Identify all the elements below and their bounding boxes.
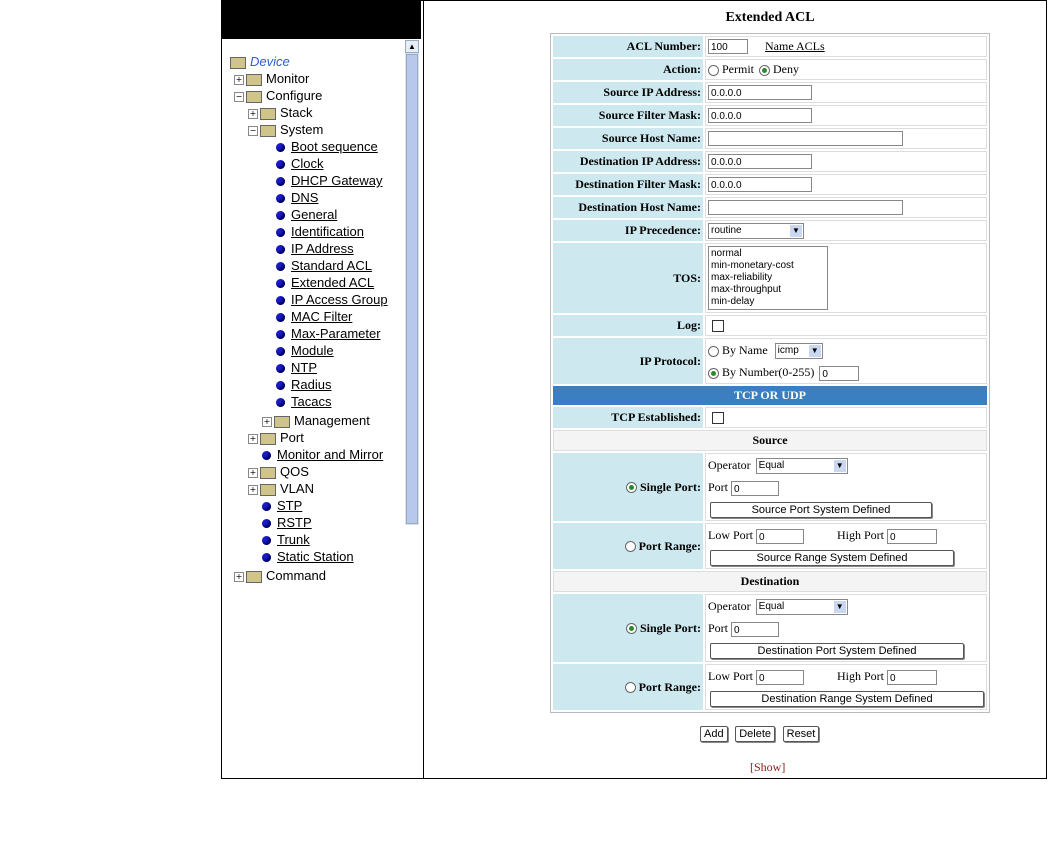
tree-item-configure[interactable]: − Configure bbox=[235, 88, 323, 103]
dest-host-label: Destination Host Name: bbox=[553, 197, 703, 218]
expand-icon[interactable]: + bbox=[263, 416, 271, 426]
source-single-port-cell: Single Port: bbox=[553, 453, 703, 521]
action-deny-radio[interactable] bbox=[759, 65, 770, 76]
nav-tree bbox=[228, 53, 403, 593]
dest-port-range-cell: Port Range: bbox=[553, 664, 703, 710]
tree-link-monitor-and-mirror[interactable]: Monitor and Mirror bbox=[262, 446, 383, 463]
protocol-label: IP Protocol: bbox=[553, 338, 703, 384]
tree-link-identification[interactable]: Identification bbox=[276, 223, 364, 240]
dest-low-port-input[interactable]: 0 bbox=[756, 670, 804, 685]
folder-icon bbox=[246, 74, 262, 86]
bullet-icon bbox=[276, 245, 285, 254]
bullet-icon bbox=[276, 228, 285, 237]
folder-icon bbox=[274, 416, 290, 428]
tree-link-dhcp-gateway[interactable]: DHCP Gateway bbox=[276, 172, 383, 189]
source-port-range-cell: Port Range: bbox=[553, 523, 703, 569]
dest-single-port-cell: Single Port: bbox=[553, 594, 703, 662]
dest-ip-label: Destination IP Address: bbox=[553, 151, 703, 172]
source-host-input[interactable] bbox=[708, 131, 903, 146]
tree-link-standard-acl[interactable]: Standard ACL bbox=[276, 257, 372, 274]
source-single-port-radio[interactable] bbox=[626, 482, 637, 493]
delete-button[interactable]: Delete bbox=[735, 726, 775, 742]
scrollbar-thumb[interactable] bbox=[406, 54, 418, 524]
tree-link-ntp[interactable]: NTP bbox=[276, 359, 317, 376]
name-acls-link[interactable]: Name ACLs bbox=[765, 38, 825, 53]
bullet-icon bbox=[262, 502, 271, 511]
bullet-icon bbox=[276, 279, 285, 288]
bullet-icon bbox=[276, 381, 285, 390]
show-link[interactable]: [Show] bbox=[750, 760, 786, 774]
folder-icon bbox=[260, 484, 276, 496]
tree-link-extended-acl[interactable]: Extended ACL bbox=[276, 274, 374, 291]
chevron-down-icon: ▼ bbox=[809, 345, 821, 357]
bullet-icon bbox=[276, 177, 285, 186]
acl-number-label: ACL Number: bbox=[553, 36, 703, 57]
dest-single-port-radio[interactable] bbox=[626, 623, 637, 634]
tos-label: TOS: bbox=[553, 243, 703, 313]
dest-port-range-radio[interactable] bbox=[625, 682, 636, 693]
bullet-icon bbox=[276, 313, 285, 322]
protocol-number-input[interactable]: 0 bbox=[819, 366, 859, 381]
header-banner bbox=[222, 1, 421, 39]
add-button[interactable]: Add bbox=[700, 726, 728, 742]
tree-link-ip-access-group[interactable]: IP Access Group bbox=[276, 291, 388, 308]
folder-icon bbox=[246, 571, 262, 583]
tos-option[interactable]: normal bbox=[711, 248, 742, 259]
bullet-icon bbox=[276, 262, 285, 271]
source-port-range-radio[interactable] bbox=[625, 541, 636, 552]
bullet-icon bbox=[262, 553, 271, 562]
dest-mask-label: Destination Filter Mask: bbox=[553, 174, 703, 195]
expand-icon[interactable]: + bbox=[235, 571, 243, 581]
action-label: Action: bbox=[553, 59, 703, 80]
tos-option[interactable]: max-reliability bbox=[711, 272, 773, 283]
source-port-input[interactable]: 0 bbox=[731, 481, 779, 496]
chevron-down-icon: ▼ bbox=[790, 225, 802, 237]
tree-item-monitor[interactable]: + Monitor bbox=[235, 71, 310, 86]
bullet-icon bbox=[262, 451, 271, 460]
chevron-down-icon: ▼ bbox=[834, 460, 846, 472]
tree-item-port[interactable]: + Port bbox=[249, 430, 304, 445]
tree-item-vlan[interactable]: + VLAN bbox=[249, 481, 314, 496]
expand-icon[interactable]: + bbox=[235, 74, 243, 84]
tree-item-qos[interactable]: + QOS bbox=[249, 464, 309, 479]
tos-option[interactable]: min-delay bbox=[711, 296, 755, 307]
tree-link-tacacs[interactable]: Tacacs bbox=[276, 393, 331, 410]
dest-operator-select[interactable]: Equal ▼ bbox=[756, 599, 848, 615]
tree-link-rstp[interactable]: RSTP bbox=[262, 514, 312, 531]
tcp-established-checkbox[interactable] bbox=[712, 412, 724, 424]
protocol-name-select[interactable]: icmp ▼ bbox=[775, 343, 823, 359]
scroll-up-icon[interactable]: ▲ bbox=[405, 40, 419, 53]
dest-host-input[interactable] bbox=[708, 200, 903, 215]
dest-port-input[interactable]: 0 bbox=[731, 622, 779, 637]
tree-link-static-station[interactable]: Static Station bbox=[262, 548, 354, 565]
log-checkbox[interactable] bbox=[712, 320, 724, 332]
source-range-system-defined-button[interactable]: Source Range System Defined bbox=[710, 550, 954, 566]
tos-listbox[interactable] bbox=[708, 246, 828, 310]
bullet-icon bbox=[276, 398, 285, 407]
page-title: Extended ACL bbox=[725, 10, 815, 25]
tree-link-mac-filter[interactable]: MAC Filter bbox=[276, 308, 352, 325]
source-mask-input[interactable]: 0.0.0.0 bbox=[708, 108, 812, 123]
folder-icon bbox=[230, 57, 246, 69]
tcp-udp-header: TCP OR UDP bbox=[553, 386, 987, 405]
tos-option[interactable]: max-throughput bbox=[711, 284, 782, 295]
chevron-down-icon: ▼ bbox=[834, 601, 846, 613]
bullet-icon bbox=[276, 211, 285, 220]
tree-item-system[interactable]: − System bbox=[249, 122, 324, 137]
source-low-port-input[interactable]: 0 bbox=[756, 529, 804, 544]
tree-link-dns[interactable]: DNS bbox=[276, 189, 318, 206]
destination-header: Destination bbox=[553, 571, 987, 592]
tree-item-management[interactable]: + Management bbox=[263, 413, 370, 428]
action-buttons bbox=[700, 725, 823, 742]
bullet-icon bbox=[276, 347, 285, 356]
tree-root-device[interactable]: Device bbox=[230, 53, 290, 70]
tree-link-boot-sequence[interactable]: Boot sequence bbox=[276, 138, 378, 155]
tree-link-max-parameter[interactable]: Max-Parameter bbox=[276, 325, 381, 342]
dest-high-port-input[interactable]: 0 bbox=[887, 670, 937, 685]
bullet-icon bbox=[276, 364, 285, 373]
bullet-icon bbox=[276, 330, 285, 339]
bullet-icon bbox=[262, 519, 271, 528]
dest-ip-input[interactable]: 0.0.0.0 bbox=[708, 154, 812, 169]
bullet-icon bbox=[262, 536, 271, 545]
acl-number-input[interactable]: 100 bbox=[708, 39, 748, 54]
collapse-icon[interactable]: − bbox=[235, 91, 243, 101]
source-high-port-input[interactable]: 0 bbox=[887, 529, 937, 544]
protocol-by-name-radio[interactable] bbox=[708, 346, 719, 357]
source-port-system-defined-button[interactable]: Source Port System Defined bbox=[710, 502, 932, 518]
source-operator-select[interactable]: Equal ▼ bbox=[756, 458, 848, 474]
folder-icon bbox=[260, 433, 276, 445]
source-ip-input[interactable]: 0.0.0.0 bbox=[708, 85, 812, 100]
tree-scrollbar[interactable] bbox=[405, 40, 419, 525]
tree-link-stp[interactable]: STP bbox=[262, 497, 302, 514]
bullet-icon bbox=[276, 143, 285, 152]
dest-range-system-defined-button[interactable]: Destination Range System Defined bbox=[710, 691, 984, 707]
precedence-label: IP Precedence: bbox=[553, 220, 703, 241]
folder-icon bbox=[246, 91, 262, 103]
tcp-established-label: TCP Established: bbox=[553, 407, 703, 428]
dest-port-system-defined-button[interactable]: Destination Port System Defined bbox=[710, 643, 964, 659]
folder-icon bbox=[260, 125, 276, 137]
protocol-by-number-radio[interactable] bbox=[708, 368, 719, 379]
bullet-icon bbox=[276, 296, 285, 305]
action-permit-radio[interactable] bbox=[708, 65, 719, 76]
tos-option[interactable]: min-monetary-cost bbox=[711, 260, 794, 271]
source-host-label: Source Host Name: bbox=[553, 128, 703, 149]
bullet-icon bbox=[276, 160, 285, 169]
expand-icon[interactable]: + bbox=[249, 484, 257, 494]
expand-icon[interactable]: + bbox=[249, 467, 257, 477]
log-label: Log: bbox=[553, 315, 703, 336]
tree-link-clock[interactable]: Clock bbox=[276, 155, 324, 172]
tree-item-command[interactable]: + Command bbox=[235, 568, 326, 583]
tree-link-ip-address[interactable]: IP Address bbox=[276, 240, 354, 257]
extended-acl-form: ACL Number: 100 Name ACLs Action: Permit Deny Source IP Address: 0.0.0.0 Source Filter Mask: 0.0.0.0 Source Host Name: Destination IP Address: 0.0.0.0 Destination Filter Mask: 0.0.0.0 Destination Host Name: IP Precedence: routine ▼ TOS: normal min-monetary-cost max-reliability max-throughput min-delay Log: IP Protocol: By Name icmp ▼ By Number(0-255) 0 TCP OR UDP TCP Established: Source Single Port: Operator Equal ▼ Port 0 Source Port System Defined Port Range: Low Port 0 High Port 0 Source Range System Defined Destination Single Port: Operator Equal ▼ Port 0 Destination Port System Defined Port Range: Low Port 0 High Port 0 Destination Range System Defined bbox=[550, 33, 990, 713]
tree-link-module[interactable]: Module bbox=[276, 342, 334, 359]
bullet-icon bbox=[276, 194, 285, 203]
tree-link-radius[interactable]: Radius bbox=[276, 376, 331, 393]
collapse-icon[interactable]: − bbox=[249, 125, 257, 135]
frame-divider bbox=[423, 0, 424, 779]
dest-mask-input[interactable]: 0.0.0.0 bbox=[708, 177, 812, 192]
reset-button[interactable]: Reset bbox=[783, 726, 820, 742]
tree-link-trunk[interactable]: Trunk bbox=[262, 531, 310, 548]
source-ip-label: Source IP Address: bbox=[553, 82, 703, 103]
tree-link-general[interactable]: General bbox=[276, 206, 337, 223]
folder-icon bbox=[260, 108, 276, 120]
source-mask-label: Source Filter Mask: bbox=[553, 105, 703, 126]
expand-icon[interactable]: + bbox=[249, 108, 257, 118]
precedence-select[interactable]: routine ▼ bbox=[708, 223, 804, 239]
folder-icon bbox=[260, 467, 276, 479]
expand-icon[interactable]: + bbox=[249, 433, 257, 443]
tree-item-stack[interactable]: + Stack bbox=[249, 105, 313, 120]
source-header: Source bbox=[553, 430, 987, 451]
